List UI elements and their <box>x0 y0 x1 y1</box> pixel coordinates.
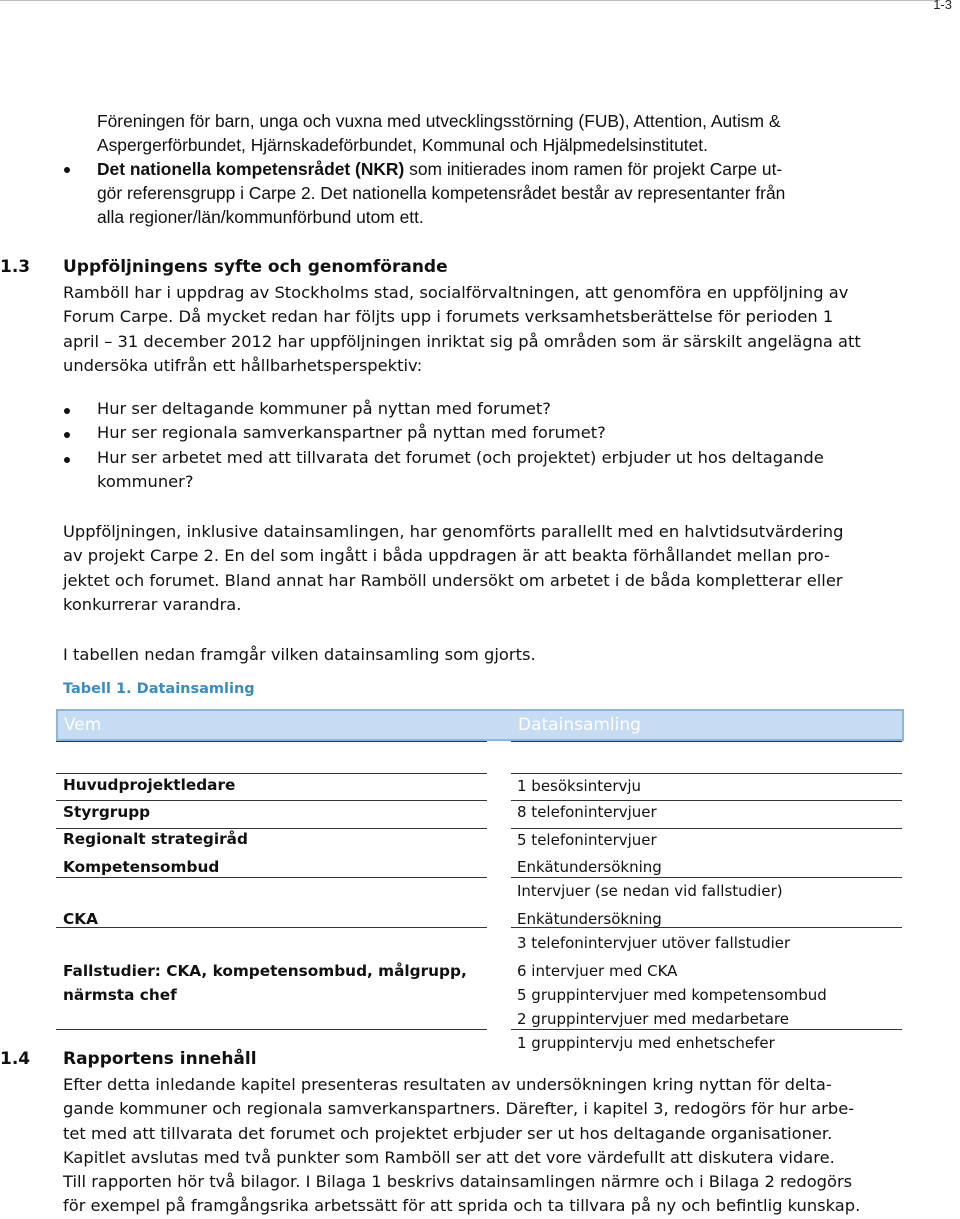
table-cell-data-line: 5 telefonintervjuer <box>517 831 657 849</box>
table-cell-data-line: Enkätundersökning <box>517 910 662 928</box>
bullet-icon <box>64 457 70 463</box>
paragraph-line: jektet och forumet. Bland annat har Ramböll undersökt om arbetet i de båda kompletterar eller <box>63 570 843 590</box>
paragraph-line: Till rapporten hör två bilagor. I Bilaga 1 beskrivs datainsamlingen närmre och i Bilaga 2 redogörs <box>63 1172 853 1192</box>
table-cell-data-line: Intervjuer (se nedan vid fallstudier) <box>517 882 783 900</box>
bullet-text: kommuner? <box>97 471 194 491</box>
nkr-bold: Det nationella kompetensrådet (NKR) <box>97 159 405 179</box>
page-number: 1-3 <box>933 0 952 12</box>
table-cell-data <box>517 800 657 824</box>
paragraph-line: I tabellen nedan framgår vilken datainsamling som gjorts. <box>63 645 536 664</box>
bullet-icon <box>64 167 70 173</box>
paragraph-line: av projekt Carpe 2. En del som ingått i båda uppdragen är att beakta förhållandet mellan pro- <box>63 546 830 566</box>
table-cell-data-line: 8 telefonintervjuer <box>517 803 657 821</box>
paragraph-line: för exempel på framgångsrika arbetssätt för att sprida och ta tillvara på ny och befintlig kunskap. <box>63 1196 861 1216</box>
table-cell-who <box>63 959 467 1007</box>
section-paragraph <box>63 281 956 378</box>
table-cell-data <box>517 959 827 1055</box>
table-cell-data <box>517 828 657 852</box>
table-cell-data <box>517 907 790 955</box>
table-cell-data-line: Enkätundersökning <box>517 858 662 876</box>
table-cell-data-line: 5 gruppintervjuer med kompetensombud <box>517 986 827 1004</box>
table-cell-data <box>517 855 783 903</box>
question-bullet-list <box>0 397 940 494</box>
intro-continuation <box>97 110 937 157</box>
table-cell-who-line: Fallstudier: CKA, kompetensombud, målgrupp, <box>63 962 467 980</box>
bullet-text: Hur ser deltagande kommuner på nyttan med forumet? <box>97 399 551 418</box>
bullet-text: Hur ser arbetet med att tillvarata det forumet (och projektet) erbjuder ut hos deltagande <box>97 447 824 467</box>
table-cell-data-line: 6 intervjuer med CKA <box>517 962 678 980</box>
bullet-text: Hur ser regionala samverkanspartner på nyttan med forumet? <box>97 423 606 443</box>
table-cell-who: Regionalt strategiråd <box>63 830 248 848</box>
section-number: 1.4 <box>0 1049 31 1069</box>
bullet-icon <box>64 408 70 414</box>
table-cell-who-line: närmsta chef <box>63 986 177 1004</box>
list-item <box>0 421 940 445</box>
table-caption: Tabell 1. Datainsamling <box>63 681 255 697</box>
paragraph-line: Ramböll har i uppdrag av Stockholms stad, socialförvaltningen, att genomföra en uppföljning av <box>63 283 849 302</box>
nkr-line: som initierades inom ramen för projekt Carpe ut- <box>404 159 783 179</box>
table-cell-who: Huvudprojektledare <box>63 776 236 794</box>
section-paragraph-2 <box>63 520 956 617</box>
table-cell-data-line: 1 gruppintervju med enhetschefer <box>517 1034 775 1052</box>
table-header-cell-datainsamling: Datainsamling <box>518 715 641 735</box>
nkr-line: gör referensgrupp i Carpe 2. Det nationella kompetensrådet består av representanter från <box>97 183 786 203</box>
section-paragraph-3 <box>63 643 956 667</box>
paragraph-line: undersöka utifrån ett hållbarhetsperspektiv: <box>63 355 423 375</box>
paragraph-line: tet med att tillvarata det forumet och projektet erbjuder ser ut hos deltagande organisationer. <box>63 1123 833 1143</box>
section-title: Rapportens innehåll <box>63 1049 257 1069</box>
section-paragraph <box>63 1073 956 1219</box>
list-item <box>0 446 940 495</box>
paragraph-line: Efter detta inledande kapitel presenteras resultaten av undersökningen kring nyttan för delta- <box>63 1075 832 1094</box>
table-header-cell-vem: Vem <box>64 715 102 735</box>
table-cell-data <box>517 774 641 798</box>
table-cell-data-line: 2 gruppintervjuer med medarbetare <box>517 1010 789 1028</box>
paragraph-line: konkurrerar varandra. <box>63 594 242 614</box>
table-cell-data-line: 1 besöksintervju <box>517 777 642 795</box>
paragraph-line: Uppföljningen, inklusive datainsamlingen, har genomförts parallellt med en halvtidsutvärdering <box>63 522 844 541</box>
table-header <box>56 709 904 741</box>
intro-line: Föreningen för barn, unga och vuxna med utvecklingsstörning (FUB), Attention, Autism & <box>97 111 781 131</box>
table-cell-who: Kompetensombud <box>63 858 220 876</box>
paragraph-line: Kapitlet avslutas med två punkter som Ramböll ser att det vore värdefullt att diskutera vidare. <box>63 1147 835 1167</box>
paragraph-line: gande kommuner och regionala samverkanspartners. Därefter, i kapitel 3, redogörs för hur arbe- <box>63 1099 855 1119</box>
page-top-rule <box>0 0 940 1</box>
intro-line: Aspergerförbundet, Hjärnskadeförbundet, Kommunal och Hjälpmedelsinstitutet. <box>97 134 708 155</box>
bullet-icon <box>64 432 70 438</box>
table-cell-who: CKA <box>63 910 98 928</box>
section-number: 1.3 <box>0 257 31 277</box>
nkr-line: alla regioner/län/kommunförbund utom ett. <box>97 207 424 227</box>
paragraph-line: Forum Carpe. Då mycket redan har följts upp i forumets verksamhetsberättelse för perioden 1 <box>63 307 834 327</box>
list-item <box>0 397 940 421</box>
table-cell-data-line: 3 telefonintervjuer utöver fallstudier <box>517 934 791 952</box>
nkr-bullet-list <box>0 157 940 229</box>
table-cell-who: Styrgrupp <box>63 803 151 821</box>
data-table <box>56 709 904 1052</box>
paragraph-line: april – 31 december 2012 har uppföljningen inriktat sig på områden som är särskilt angelägna att <box>63 331 861 351</box>
list-item <box>0 157 940 229</box>
section-title: Uppföljningens syfte och genomförande <box>63 257 448 277</box>
